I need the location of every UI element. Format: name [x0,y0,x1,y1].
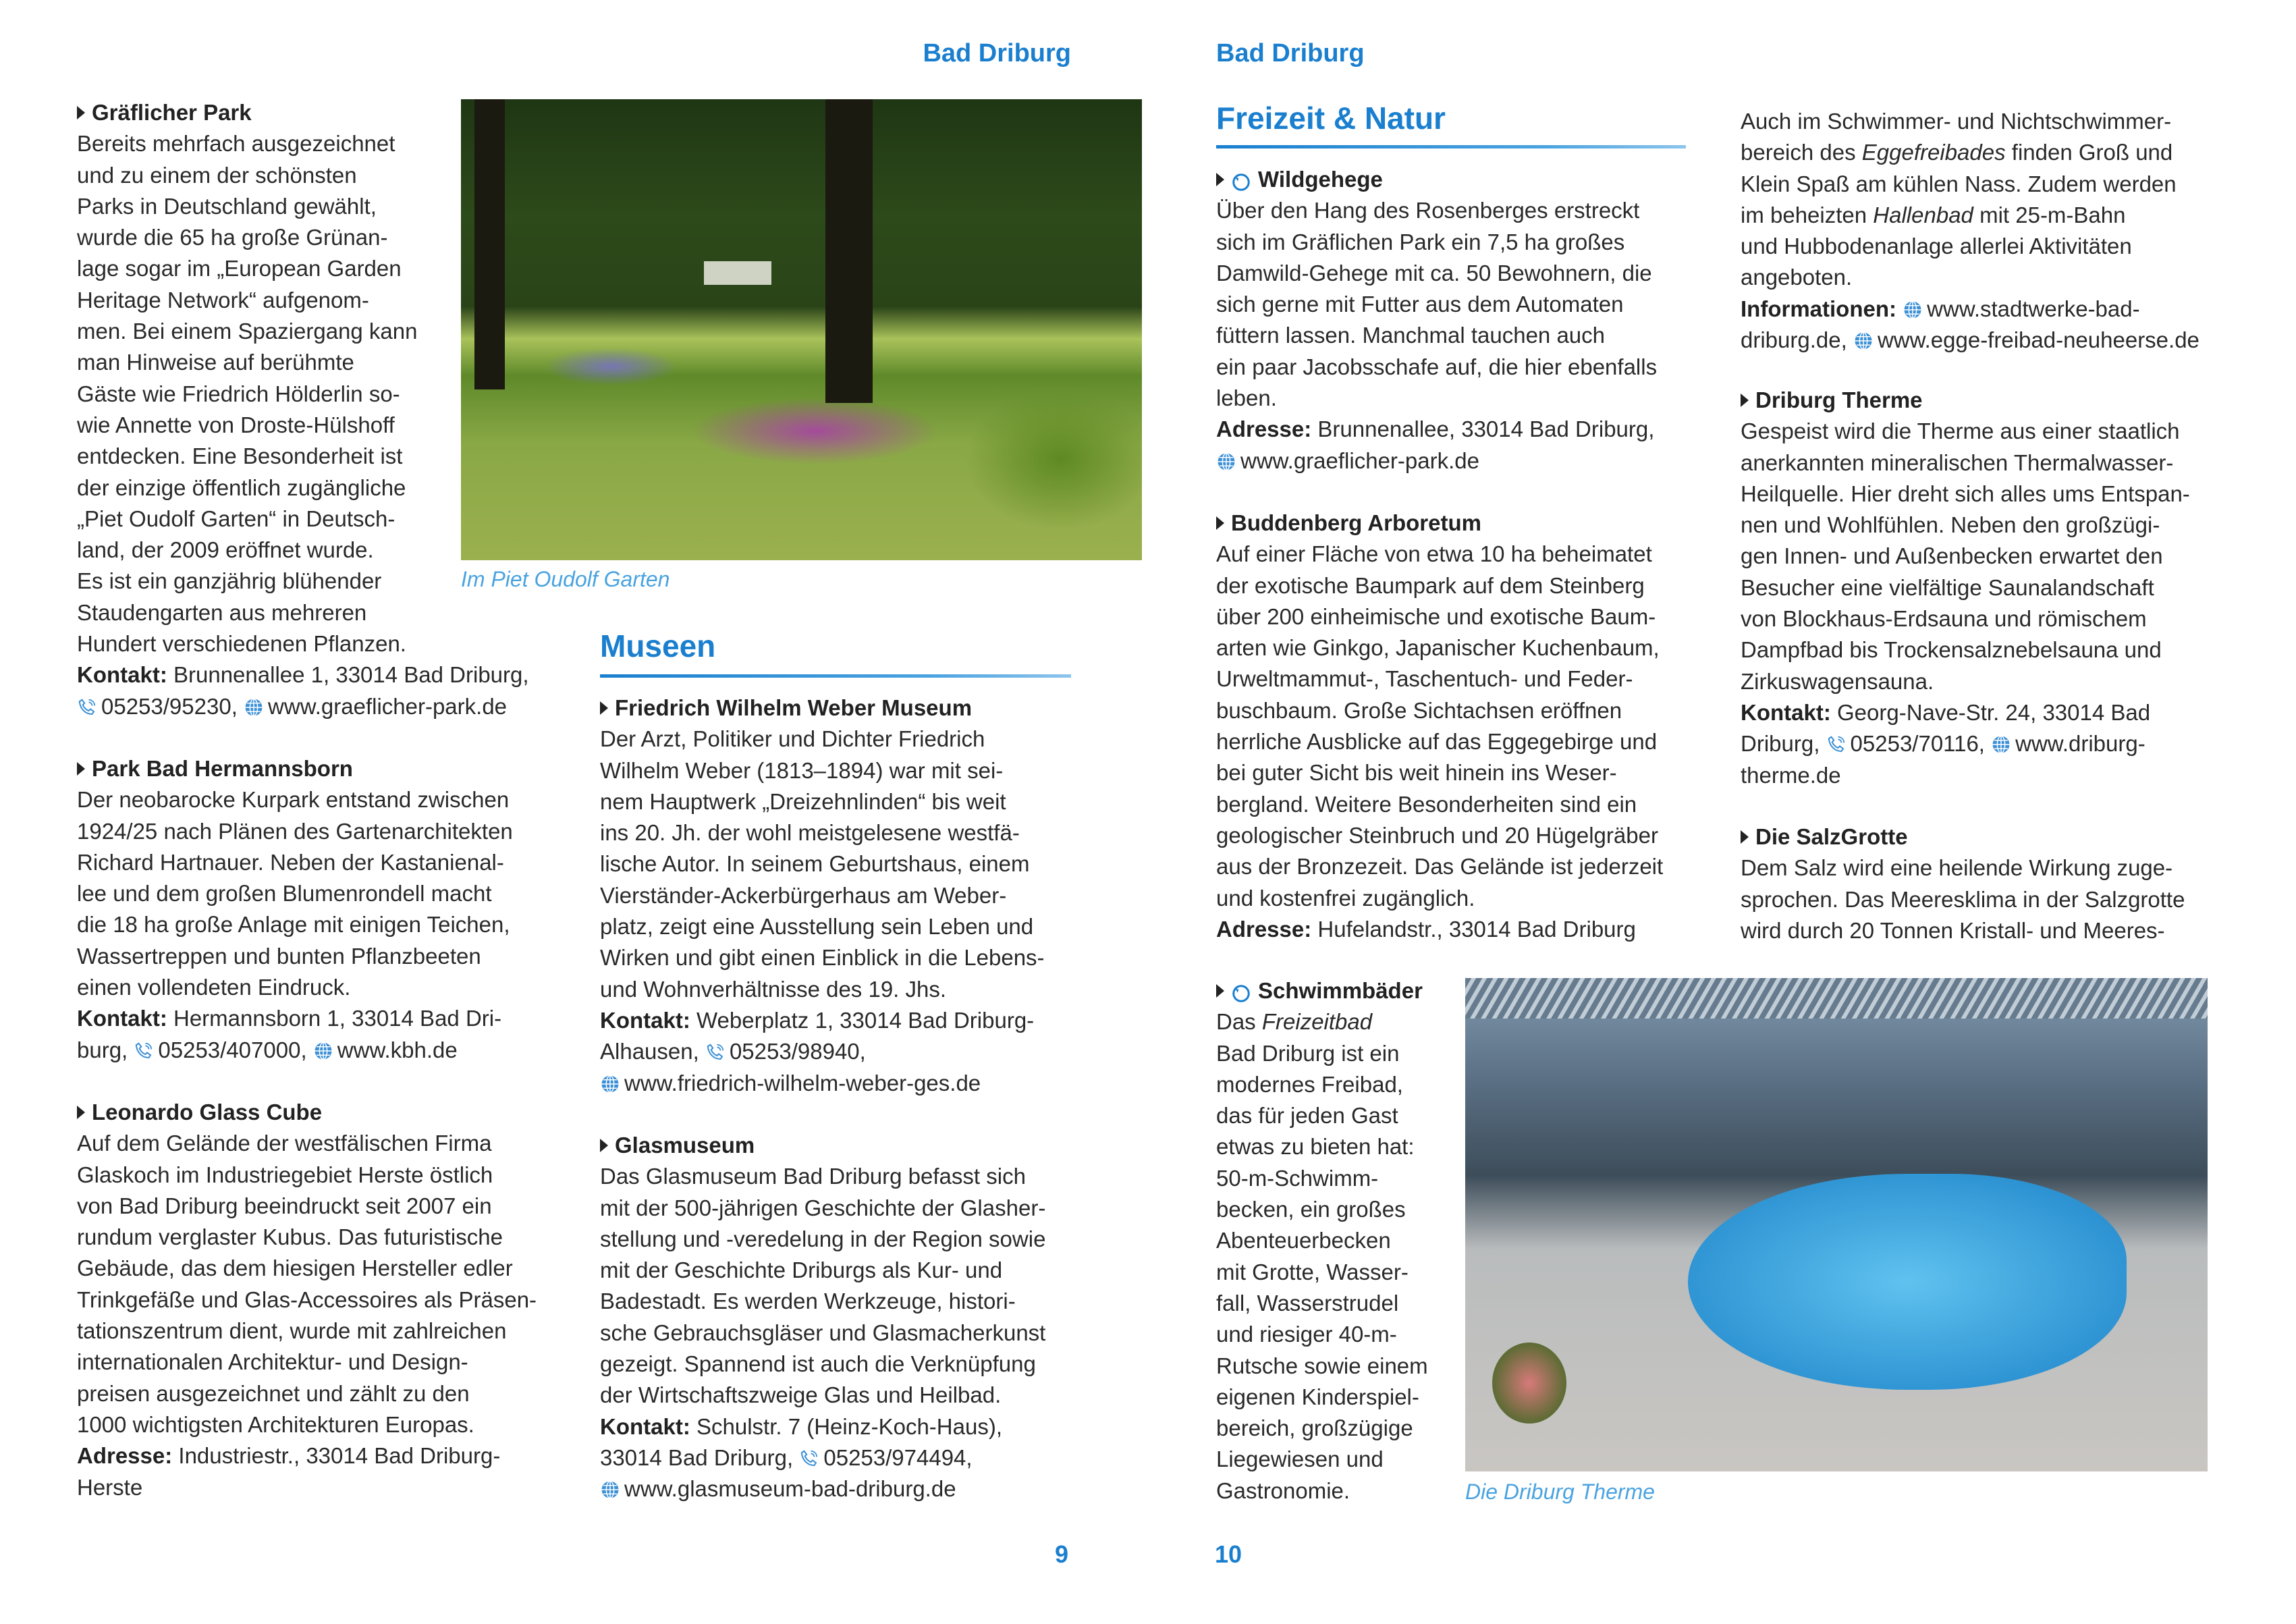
text-line: das für jeden Gast [1216,1103,1398,1129]
text-line: der einzige öffentlich zugängliche [77,475,406,500]
text-line: einen vollendeten Eindruck. [77,975,351,1000]
triangle-bullet-icon [600,1139,608,1152]
text-line: Der Arzt, Politiker und Dichter Friedrich [600,726,985,752]
section-title [77,753,513,784]
text: Das [1216,1009,1262,1035]
text-line: lee und dem großen Blumenrondell macht [77,881,492,906]
text-line: und Hubbodenanlage allerlei Aktivitäten [1741,234,2132,259]
text-line: tationszentrum dient, wurde mit zahlreichen [77,1318,507,1344]
emphasis: Eggefreibades [1861,140,2006,165]
text-line [77,691,529,722]
text-line: Herste [77,1474,143,1500]
freizeit-heading-rule [1216,145,1686,148]
globe-icon [600,1477,620,1497]
triangle-bullet-icon [1216,984,1224,998]
text-line: Trinkgefäße und Glas-Accessoires als Präsen- [77,1287,537,1312]
text-line: mit Grotte, Wasser- [1216,1259,1409,1284]
emphasis: Freizeitbad [1261,1009,1373,1035]
running-head-right: Bad Driburg [1216,39,1365,67]
text-line: Gastronomie. [1216,1478,1350,1503]
text-line [600,1005,1045,1036]
field-label: Adresse: [1216,916,1312,942]
field-label: Kontakt: [1741,699,1831,725]
text-line [77,659,529,691]
text: www.driburg- [2015,731,2145,757]
text-line: anerkannten mineralischen Thermalwasser- [1741,450,2174,475]
section-title-text: Park Bad Hermannsborn [92,756,353,781]
text-line: geologischer Steinbruch und 20 Hügelgräber [1216,822,1658,848]
section-leonardo-glass-cube [77,1097,537,1503]
triangle-bullet-icon [600,701,608,715]
text-line: von Blockhaus-Erdsauna und römischem [1741,606,2147,632]
globe-icon [1853,328,1874,348]
text-line: mit der 500-jährigen Geschichte der Glasher- [600,1195,1046,1220]
garden-photo-caption: Im Piet Oudolf Garten [461,567,670,591]
text-line: therme.de [1741,762,1841,788]
text-line [77,1440,537,1471]
text-line: Dem Salz wird eine heilende Wirkung zuge- [1741,855,2173,881]
section-wildgehege [1216,164,1657,477]
text-line: Gebäude, das dem hiesigen Hersteller edler [77,1255,513,1281]
phone-icon [705,1039,726,1060]
section-title-text: Glasmuseum [615,1133,755,1158]
globe-icon [313,1038,333,1058]
text: 33014 Bad Driburg, [600,1444,800,1470]
text-line: über 200 einheimische und exotische Baum- [1216,603,1656,629]
section-driburg-therme [1741,385,2190,791]
text-line [1741,728,2190,759]
text-line: und zu einem der schönsten [77,162,357,188]
text-line [600,1068,1045,1099]
text-line: sich gerne mit Futter aus dem Automaten [1216,292,1624,317]
section-title [1216,164,1657,195]
text-line: etwas zu bieten hat: [1216,1134,1415,1160]
text-line [1216,1006,1428,1037]
text-line: aus der Bronzezeit. Das Gelände ist jederzeit [1216,854,1664,879]
text: 05253/98940, [729,1039,866,1064]
text-line: Auf dem Gelände der westfälischen Firma [77,1131,492,1156]
text-line: Es ist ein ganzjährig blühender [77,568,382,594]
field-label: Adresse: [1216,416,1312,442]
section-title-text: Driburg Therme [1755,387,1923,412]
text-line: platz, zeigt eine Ausstellung sein Leben und [600,914,1034,940]
section-park-hermannsborn [77,753,513,1066]
text-line: Zirkuswagensauna. [1741,668,1934,694]
text-line: Wirken und gibt einen Einblick in die Lebens- [600,945,1045,971]
globe-icon [1903,297,1923,317]
text-line: leben. [1216,385,1277,411]
section-schwimmbaeder [1216,975,1428,1507]
text [1896,296,1903,321]
section-glasmuseum [600,1130,1045,1505]
therme-photo-caption: Die Driburg Therme [1465,1480,1655,1504]
text-line: füttern lassen. Manchmal tauchen auch [1216,323,1606,348]
text: 05253/70116, [1850,731,1992,757]
text-line: Badestadt. Es werden Werkzeuge, histori- [600,1289,1016,1314]
triangle-bullet-icon [77,1106,85,1119]
text-line: eigenen Kinderspiel- [1216,1384,1419,1409]
text-line: 50-m-Schwimm- [1216,1165,1379,1191]
text-line: Rutsche sowie einem [1216,1353,1428,1378]
field-label: Kontakt: [77,662,167,688]
text: www.glasmuseum-bad-driburg.de [624,1476,956,1502]
section-title-text: Wildgehege [1258,167,1383,192]
text: www.egge-freibad-neuheerse.de [1877,327,2199,353]
text-line: Staudengarten aus mehreren [77,599,367,625]
field-label: Kontakt: [77,1006,167,1031]
text-line [600,1442,1045,1473]
page-number-left: 9 [1055,1540,1069,1568]
text-line: und Wohnverhältnisse des 19. Jhs. [600,976,947,1002]
text: www.kbh.de [337,1037,458,1062]
field-label: Kontakt: [600,1413,690,1439]
text-line: bergland. Weitere Besonderheiten sind ein [1216,791,1637,817]
text: Brunnenallee, 33014 Bad Driburg, [1311,416,1655,442]
text-line: wurde die 65 ha große Grünan- [77,225,388,250]
section-title-text: Leonardo Glass Cube [92,1100,323,1125]
text-line: Parks in Deutschland gewählt, [77,193,377,219]
text-line [600,1411,1045,1442]
text-line: entdecken. Eine Besonderheit ist [77,443,403,469]
text-line [600,1036,1045,1067]
text: driburg.de, [1741,327,1853,353]
text-line: rundum verglaster Kubus. Das futuristische [77,1224,503,1250]
text-line: Bereits mehrfach ausgezeichnet [77,131,395,157]
text-line [1741,325,2199,356]
phone-icon [134,1038,154,1058]
text-line: becken, ein großes [1216,1197,1406,1222]
text-line: Richard Hartnauer. Neben der Kastanienal- [77,849,504,875]
triangle-bullet-icon [1741,394,1749,407]
text: 05253/974494, [823,1444,973,1470]
section-title [600,693,1045,724]
text-line: lage sogar im „European Garden [77,256,402,281]
text-line: Wilhelm Weber (1813–1894) war mit sei- [600,757,1004,783]
text-line: und riesiger 40-m- [1216,1322,1397,1347]
text-line: Besucher eine vielfältige Saunalandschaft [1741,574,2154,600]
text-line: wird durch 20 Tonnen Kristall- und Meeres- [1741,917,2165,943]
text-line [600,1473,1045,1505]
text-line: Damwild-Gehege mit ca. 50 Bewohnern, die [1216,260,1652,286]
text: www.graeflicher-park.de [268,693,508,719]
text-line: Hundert verschiedenen Pflanzen. [77,631,406,657]
text-line: Klein Spaß am kühlen Nass. Zudem werden [1741,171,2177,196]
text-line: Gäste wie Friedrich Hölderlin so- [77,381,400,406]
text: 05253/95230, [101,693,244,719]
text-line: der Wirtschaftszweige Glas und Heilbad. [600,1382,1002,1408]
triangle-bullet-icon [77,106,85,119]
field-label: Adresse: [77,1443,173,1469]
triangle-bullet-icon [1216,173,1224,186]
text-line: fall, Wasserstrudel [1216,1290,1399,1316]
text-line: Wassertreppen und bunten Pflanzbeeten [77,943,481,969]
phone-icon [799,1446,819,1466]
text: Georg-Nave-Str. 24, 33014 Bad [1830,699,2151,725]
text: burg, [77,1037,134,1062]
text: Hufelandstr., 33014 Bad Driburg [1311,916,1636,942]
text-line: Auch im Schwimmer- und Nichtschwimmer- [1741,109,2172,134]
text-line: Bad Driburg ist ein [1216,1040,1400,1066]
text-line: gezeigt. Spannend ist auch die Verknüpfung [600,1351,1036,1377]
section-title-text: Schwimmbäder [1258,978,1423,1003]
text-line [77,1035,513,1066]
text-line: Liegewiesen und [1216,1446,1384,1472]
text: Alhausen, [600,1039,705,1064]
family-tip-icon [1231,169,1251,190]
text: Weberplatz 1, 33014 Bad Driburg- [690,1007,1035,1033]
text-line [1741,137,2199,168]
text-line: arten wie Ginkgo, Japanischer Kuchenbaum, [1216,635,1660,661]
text-line: herrliche Ausblicke auf das Eggegebirge und [1216,729,1658,755]
text-line: ins 20. Jh. der wohl meistgelesene westfä- [600,820,1020,846]
text-line [1741,294,2199,325]
text-line [77,1003,513,1034]
text-line: „Piet Oudolf Garten“ in Deutsch- [77,506,395,531]
text-line: Vierständer-Ackerbürgerhaus am Weber- [600,882,1007,908]
text-line: nem Hauptwerk „Dreizehnlinden“ bis weit [600,788,1006,814]
text-line: bereich, großzügige [1216,1415,1413,1441]
text-line: Glaskoch im Industriegebiet Herste östlich [77,1162,493,1187]
text-line: sprochen. Das Meeresklima in der Salzgrotte [1741,886,2185,912]
running-head-left: Bad Driburg [923,39,1071,67]
text: Industriestr., 33014 Bad Driburg- [172,1443,501,1469]
text-line: Gespeist wird die Therme aus einer staatlich [1741,418,2180,444]
freizeit-heading: Freizeit & Natur [1216,101,1446,136]
family-tip-icon [1231,981,1251,1001]
globe-icon [600,1071,620,1091]
text-line [1216,445,1657,477]
globe-icon [1991,732,2011,752]
text-line: stellung und -veredelung in der Region sowie [600,1226,1046,1251]
section-title [1741,385,2190,416]
text-line: lische Autor. In seinem Geburtshaus, einem [600,851,1030,877]
text-line: angeboten. [1741,265,1853,290]
text: finden Groß und [2005,140,2173,165]
text-line: 1000 wichtigsten Architekturen Europas. [77,1411,474,1437]
text-line: sich im Gräflichen Park ein 7,5 ha großes [1216,229,1625,254]
text: Driburg, [1741,731,1826,757]
text-line: internationalen Architektur- und Design- [77,1349,468,1375]
text-line: land, der 2009 eröffnet wurde. [77,537,374,563]
section-eggefreibad [1741,106,2199,356]
text: bereich des [1741,140,1862,165]
text-line: 1924/25 nach Plänen des Gartenarchitekten [77,818,513,844]
section-title [77,1097,537,1128]
text-line: der exotische Baumpark auf dem Steinberg [1216,572,1645,598]
phone-icon [1826,732,1847,752]
section-title [1216,508,1663,539]
text-line: Heritage Network“ aufgenom- [77,287,369,313]
text-line: von Bad Driburg beeindruckt seit 2007 ein [77,1193,492,1218]
text-line: mit der Geschichte Driburgs als Kur- und [600,1257,1003,1283]
triangle-bullet-icon [77,762,85,776]
text-line [1741,697,2190,728]
text-line: die 18 ha große Anlage mit einigen Teichen, [77,912,510,938]
globe-icon [244,695,264,715]
text-line: wie Annette von Droste-Hülshoff [77,412,395,437]
section-weber-museum [600,693,1045,1099]
section-title-text: Die SalzGrotte [1755,824,1908,849]
text-line: Der neobarocke Kurpark entstand zwischen [77,787,510,813]
section-title-text: Friedrich Wilhelm Weber Museum [615,695,973,720]
text-line: man Hinweise auf berühmte [77,350,354,375]
text-line: Das Glasmuseum Bad Driburg befasst sich [600,1164,1026,1189]
text: Schulstr. 7 (Heinz-Koch-Haus), [690,1413,1002,1439]
text-line [1216,914,1663,945]
garden-photo [461,99,1142,560]
triangle-bullet-icon [1741,830,1749,844]
text-line: men. Bei einem Spaziergang kann [77,319,418,344]
museums-heading-rule [600,674,1071,678]
field-label: Kontakt: [600,1007,690,1033]
section-salzgrotte [1741,821,2185,946]
text: 05253/407000, [158,1037,313,1062]
text: www.stadtwerke-bad- [1927,296,2140,321]
text-line: sche Gebrauchsgläser und Glasmacherkunst [600,1320,1046,1345]
section-title [600,1130,1045,1161]
text-line: Heilquelle. Hier dreht sich alles ums Entspan- [1741,481,2190,506]
text-line [1216,414,1657,445]
text-line: modernes Freibad, [1216,1071,1403,1097]
text: Brunnenallee 1, 33014 Bad Driburg, [167,662,529,688]
text-line: und kostenfrei zugänglich. [1216,885,1475,911]
text-line: nen und Wohlfühlen. Neben den großzügi- [1741,512,2160,538]
section-title-text: Gräflicher Park [92,100,252,125]
text: mit 25-m-Bahn [1973,202,2126,227]
section-title [77,97,529,128]
text: www.friedrich-wilhelm-weber-ges.de [624,1070,981,1095]
text-line: Urweltmammut-, Taschentuch- und Feder- [1216,666,1633,692]
section-graeflicher-park [77,97,529,722]
triangle-bullet-icon [1216,516,1224,530]
section-buddenberg-arboretum [1216,508,1663,945]
section-title [1741,821,2185,852]
text-line: buschbaum. Große Sichtachsen eröffnen [1216,697,1622,723]
museums-heading: Museen [600,628,716,664]
text-line: bei guter Sicht bis weit hinein ins Weser- [1216,760,1617,786]
section-title-text: Buddenberg Arboretum [1231,510,1481,535]
therme-photo [1465,978,2208,1471]
text: www.graeflicher-park.de [1240,448,1479,473]
text-line: ein paar Jacobsschafe auf, die hier ebenfalls [1216,354,1658,379]
text: im beheizten [1741,202,1874,227]
field-label: Informationen: [1741,296,1896,321]
text-line: Dampfbad bis Trockensalznebelsauna und [1741,637,2162,663]
text-line [1741,200,2199,231]
text-line: Über den Hang des Rosenberges erstreckt [1216,198,1640,223]
phone-icon [77,695,97,715]
text-line: preisen ausgezeichnet und zählt zu den [77,1380,470,1406]
text-line: Abenteuerbecken [1216,1228,1391,1253]
text-line: gen Innen- und Außenbecken erwartet den [1741,543,2163,569]
text: Hermannsborn 1, 33014 Bad Dri- [167,1006,502,1031]
page-number-right: 10 [1215,1540,1242,1568]
emphasis: Hallenbad [1873,202,1973,227]
globe-icon [1216,449,1236,469]
section-title [1216,975,1428,1006]
text-line: Auf einer Fläche von etwa 10 ha beheimatet [1216,541,1652,567]
